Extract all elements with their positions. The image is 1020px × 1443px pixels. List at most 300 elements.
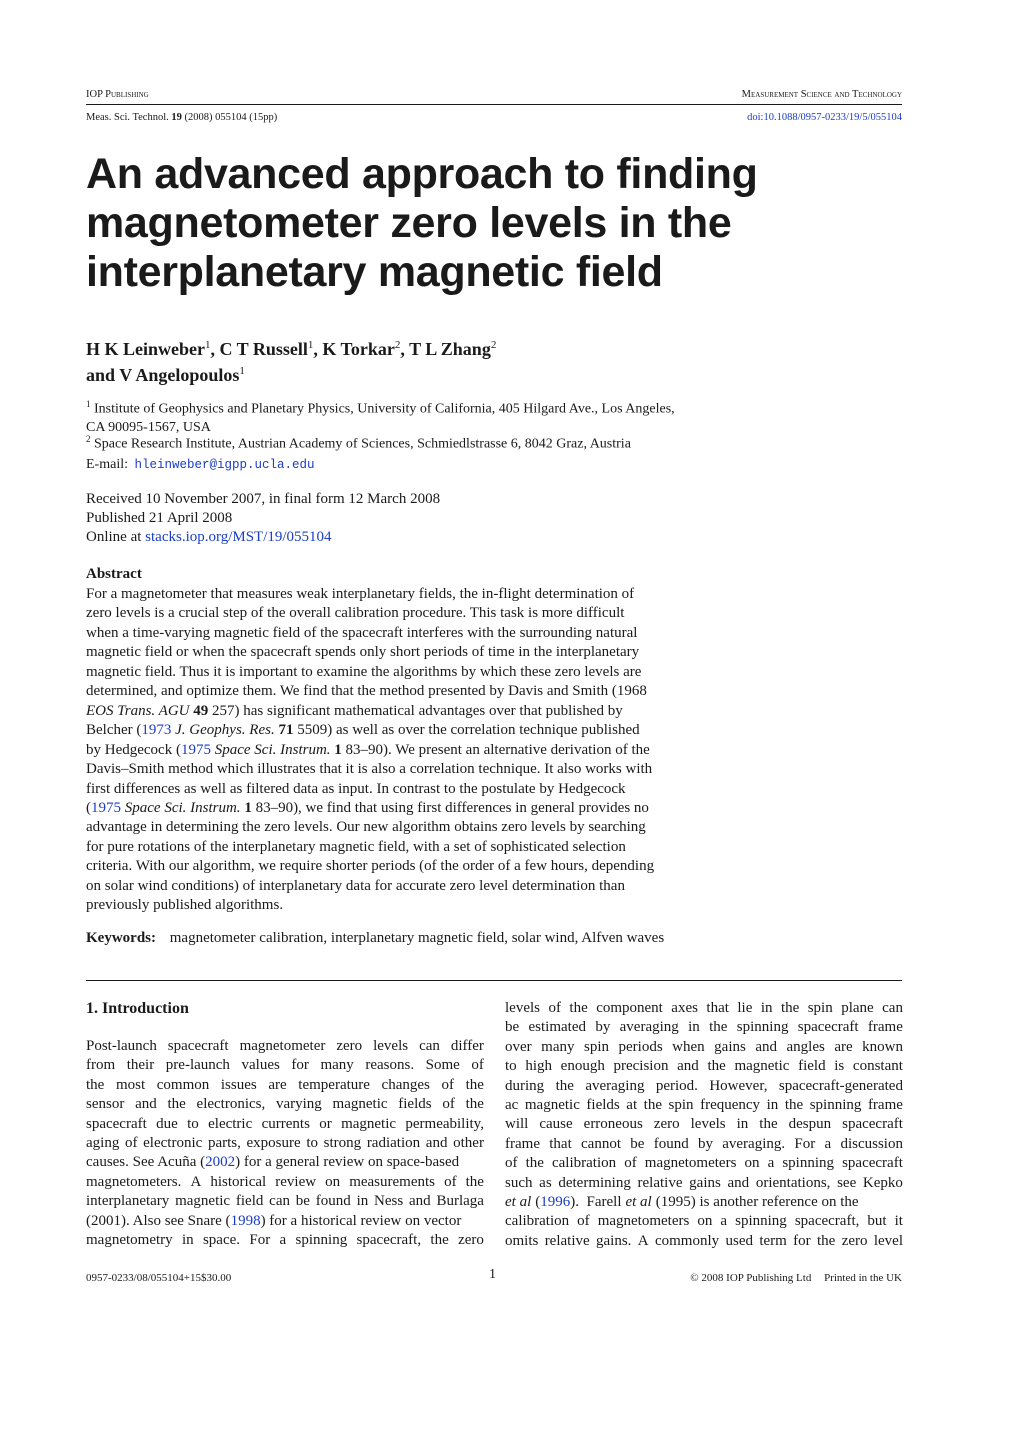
word: cause bbox=[539, 1116, 573, 1133]
word: exposure bbox=[246, 1135, 301, 1152]
word: constant bbox=[852, 1058, 903, 1075]
word: a bbox=[720, 1213, 728, 1230]
citation-volume: 19 bbox=[171, 112, 182, 123]
text-line bbox=[505, 1174, 903, 1193]
word: spinning bbox=[736, 1019, 789, 1036]
word: to bbox=[187, 1115, 199, 1132]
journal-ref: Space Sci. Instrum. bbox=[124, 799, 241, 816]
word: by bbox=[697, 1135, 713, 1152]
volume-ref: 71 bbox=[278, 722, 294, 739]
word: the bbox=[784, 1097, 804, 1114]
word: calibration bbox=[551, 1155, 617, 1172]
word: the bbox=[465, 1173, 484, 1190]
author-affiliation-ref: 2 bbox=[490, 339, 497, 351]
body-text: causes. See Acuña ( bbox=[86, 1154, 206, 1171]
word: to bbox=[306, 1135, 318, 1152]
word: averaging bbox=[619, 1019, 679, 1036]
word: issues bbox=[220, 1076, 257, 1093]
text-line bbox=[505, 1193, 903, 1212]
word: of bbox=[471, 1057, 484, 1074]
word: many bbox=[320, 1057, 354, 1074]
word: frame bbox=[867, 1019, 903, 1036]
abstract-text: ( bbox=[86, 799, 91, 816]
word: used bbox=[725, 1232, 753, 1249]
word: Ness bbox=[374, 1193, 404, 1210]
word: level bbox=[873, 1232, 903, 1249]
word: gains bbox=[714, 1038, 746, 1055]
abstract-line bbox=[86, 721, 716, 740]
word: on bbox=[697, 1213, 713, 1230]
word: in bbox=[688, 1019, 700, 1036]
word: in bbox=[760, 1000, 773, 1016]
author-affiliation-ref: 1 bbox=[205, 339, 211, 351]
word: due bbox=[156, 1115, 178, 1132]
word: from bbox=[86, 1057, 116, 1074]
abstract-line: criteria. With our algorithm, we require shorter periods (of the order of a few hours, depending bbox=[86, 858, 655, 875]
word: Some bbox=[425, 1057, 460, 1074]
citation-link[interactable]: 1975 bbox=[180, 741, 211, 758]
word: commonly bbox=[654, 1232, 720, 1249]
word: and bbox=[677, 1058, 699, 1075]
online-line bbox=[86, 528, 586, 547]
word: Burlaga bbox=[436, 1193, 484, 1210]
word: of bbox=[124, 1135, 138, 1152]
published-date: Published 21 April 2008 bbox=[86, 510, 233, 526]
journal-name: Measurement Science and Technology bbox=[741, 89, 902, 100]
word: axes bbox=[671, 1000, 698, 1016]
abstract-text: Belcher ( bbox=[86, 722, 142, 739]
word: on bbox=[744, 1155, 760, 1172]
text-line bbox=[86, 1115, 484, 1134]
online-url-link[interactable]: stacks.iop.org/MST/19/055104 bbox=[145, 529, 332, 545]
word: averaging bbox=[585, 1077, 645, 1094]
word: a bbox=[767, 1155, 775, 1172]
word: lie bbox=[737, 1000, 753, 1016]
word: historical bbox=[210, 1173, 267, 1190]
word: will bbox=[505, 1116, 529, 1133]
word: the bbox=[465, 1076, 484, 1093]
keywords-label: Keywords: bbox=[86, 930, 156, 946]
word: the bbox=[780, 1000, 800, 1016]
word: differ bbox=[450, 1038, 484, 1054]
word: can bbox=[882, 1000, 903, 1016]
citation-link[interactable]: 1996 bbox=[540, 1194, 571, 1211]
text-line bbox=[505, 1018, 903, 1037]
affiliation-number: 1 bbox=[86, 399, 91, 409]
word: fields bbox=[398, 1096, 432, 1113]
author-name: K Torkar bbox=[322, 339, 395, 359]
email-line bbox=[86, 456, 726, 474]
word: currents bbox=[261, 1115, 310, 1132]
text-line bbox=[505, 1096, 903, 1115]
text-line bbox=[505, 1154, 903, 1173]
abstract-line: Davis–Smith method which illustrates that it is also a correlation technique. It also works with bbox=[86, 761, 653, 778]
citation bbox=[86, 111, 277, 124]
word: of bbox=[624, 1155, 637, 1172]
word: relative bbox=[637, 1174, 683, 1191]
word: known bbox=[862, 1038, 903, 1055]
text-line bbox=[505, 1115, 903, 1134]
word: zero bbox=[458, 1232, 484, 1249]
text-line bbox=[86, 1192, 484, 1211]
citation-link[interactable]: 1998 bbox=[230, 1212, 261, 1229]
word: estimated bbox=[528, 1019, 586, 1036]
word: a bbox=[279, 1232, 287, 1249]
word: period. bbox=[655, 1077, 698, 1094]
received-date: Received 10 November 2007, in final form 12 March 2008 bbox=[86, 491, 441, 507]
word: are bbox=[834, 1038, 853, 1055]
word: are bbox=[268, 1076, 287, 1093]
word: strong bbox=[323, 1135, 362, 1152]
abstract-line: when a time-varying magnetic field of the spacecraft interferes with the surrounding natural bbox=[86, 624, 638, 641]
word: levels bbox=[373, 1038, 409, 1054]
word: when bbox=[672, 1038, 705, 1055]
text-line bbox=[86, 1212, 484, 1231]
text-line bbox=[505, 1232, 903, 1251]
word: zero bbox=[336, 1038, 363, 1054]
word: and bbox=[135, 1096, 157, 1113]
abstract-line: first differences as well as filtered data as input. In contrast to the postulate by Hedgecock bbox=[86, 780, 626, 797]
word: found bbox=[315, 1193, 351, 1210]
word: angles bbox=[786, 1038, 825, 1055]
text-line bbox=[505, 1077, 903, 1096]
word: pre-launch bbox=[165, 1057, 230, 1074]
word: the bbox=[525, 1155, 544, 1172]
word: review bbox=[275, 1173, 317, 1190]
online-label: Online at bbox=[86, 529, 142, 545]
word: electronic bbox=[143, 1135, 203, 1152]
word: is bbox=[834, 1058, 845, 1075]
header-rule bbox=[86, 104, 902, 105]
et-al: et al bbox=[625, 1194, 652, 1211]
author-list bbox=[86, 334, 726, 386]
affiliation-text-line1: Institute of Geophysics and Planetary Physics, University of California, 405 Hilgard Ave., Los Angeles, bbox=[94, 401, 675, 417]
word: discussion bbox=[840, 1135, 903, 1152]
word: ac bbox=[505, 1097, 519, 1114]
abstract-text: 83–90). We present an alternative derivation of the bbox=[345, 741, 650, 758]
word: permeability, bbox=[405, 1115, 484, 1132]
word: A bbox=[190, 1173, 202, 1190]
word: fields bbox=[586, 1097, 620, 1114]
left-column bbox=[86, 1037, 484, 1250]
abstract-text: by Hedgecock ( bbox=[86, 741, 181, 758]
abstract-text: 257) has significant mathematical advantages over that published by bbox=[212, 702, 623, 719]
word: magnetometry bbox=[86, 1232, 173, 1249]
author-affiliation-ref: 1 bbox=[239, 365, 245, 377]
word: the bbox=[643, 1097, 662, 1114]
word: of bbox=[442, 1096, 455, 1113]
word: by bbox=[595, 1019, 611, 1036]
abstract-line: on solar wind conditions) of interplanetary data for accurate zero level determination than bbox=[86, 877, 625, 894]
word: the bbox=[569, 1000, 588, 1016]
title-line-3: interplanetary magnetic field bbox=[86, 248, 663, 296]
author-affiliation-ref: 2 bbox=[394, 339, 401, 351]
word: measurements bbox=[349, 1173, 435, 1190]
abstract-line bbox=[86, 741, 716, 760]
abstract-line: determined, and optimize them. We find that the method presented by Davis and Smith (1968 bbox=[86, 683, 647, 700]
journal-ref: Space Sci. Instrum. bbox=[214, 741, 331, 758]
word: zero bbox=[653, 1116, 680, 1133]
word: spacecraft-generated bbox=[778, 1077, 903, 1094]
word: relative bbox=[544, 1232, 590, 1249]
word: the bbox=[555, 1077, 574, 1094]
text-line bbox=[86, 1037, 484, 1056]
journal-ref: J. Geophys. Res. bbox=[175, 722, 275, 739]
doi-link[interactable]: doi:10.1088/0957-0233/19/5/055104 bbox=[747, 112, 902, 123]
citation-link[interactable]: 1975 bbox=[91, 799, 121, 816]
word: the bbox=[709, 1019, 728, 1036]
affiliation-text: Space Research Institute, Austrian Academy of Sciences, Schmiedlstrasse 6, 8042 Graz, Austria bbox=[94, 436, 631, 452]
word: values bbox=[241, 1057, 280, 1074]
title-line-2: magnetometer zero levels in the bbox=[86, 199, 732, 247]
text-line bbox=[86, 1095, 484, 1114]
word: determining bbox=[558, 1174, 631, 1191]
word: sensor bbox=[86, 1096, 125, 1113]
word: can bbox=[419, 1038, 440, 1054]
text-line bbox=[505, 1038, 903, 1057]
word: parts, bbox=[207, 1135, 241, 1152]
word: the bbox=[817, 1232, 836, 1249]
word: magnetometers. bbox=[86, 1173, 182, 1190]
word: despun bbox=[788, 1116, 832, 1133]
word: in bbox=[736, 1116, 749, 1133]
word: common bbox=[156, 1076, 210, 1093]
word: magnetic bbox=[175, 1193, 231, 1210]
word: spin bbox=[668, 1097, 694, 1114]
copyright: © 2008 IOP Publishing Ltd bbox=[690, 1272, 812, 1284]
keywords bbox=[86, 930, 786, 947]
body-text: (1995) is another reference on the bbox=[655, 1194, 859, 1211]
footer-right bbox=[690, 1271, 902, 1285]
abstract-heading: Abstract bbox=[86, 566, 142, 582]
word: spacecraft, bbox=[794, 1213, 860, 1230]
word: can bbox=[269, 1193, 290, 1210]
citation-link[interactable]: 1973 bbox=[141, 722, 172, 739]
word: or bbox=[319, 1115, 332, 1132]
word: that bbox=[706, 1000, 729, 1016]
abstract-text: 5509) as well as over the correlation technique published bbox=[297, 722, 640, 739]
word: as bbox=[539, 1174, 552, 1191]
word: the bbox=[430, 1232, 449, 1249]
word: spinning bbox=[809, 1097, 862, 1114]
citation-link[interactable]: 2002 bbox=[205, 1154, 236, 1171]
word: spacecraft bbox=[167, 1038, 229, 1054]
word: changes bbox=[381, 1076, 430, 1093]
email-link[interactable]: hleinweber@igpp.ucla.edu bbox=[134, 458, 315, 472]
word: of bbox=[548, 1000, 561, 1016]
word: the bbox=[759, 1116, 778, 1133]
word: enough bbox=[560, 1058, 605, 1075]
word: frame bbox=[867, 1097, 903, 1114]
body-text: ). Farell bbox=[570, 1194, 622, 1211]
word: of bbox=[577, 1213, 590, 1230]
word: interplanetary bbox=[86, 1193, 170, 1210]
word: A bbox=[637, 1232, 649, 1249]
abstract-text: 83–90), we find that using first differences in general provides no bbox=[255, 799, 649, 816]
word: magnetometers bbox=[597, 1213, 690, 1230]
word: magnetic bbox=[734, 1058, 790, 1075]
abstract-line: zero levels is a crucial step of the overall calibration procedure. This task is more difficult bbox=[86, 605, 625, 622]
word: over bbox=[505, 1038, 532, 1055]
word: magnetic bbox=[524, 1097, 580, 1114]
word: precision bbox=[613, 1058, 669, 1075]
word: in bbox=[181, 1232, 194, 1249]
right-column bbox=[505, 999, 903, 1251]
word: such bbox=[505, 1174, 533, 1191]
word: for bbox=[291, 1057, 309, 1074]
word: field bbox=[235, 1193, 264, 1210]
volume-ref: 49 bbox=[193, 702, 209, 719]
word: magnetometer bbox=[239, 1038, 326, 1054]
word: it bbox=[894, 1213, 903, 1230]
abstract-line: advantage in determining the zero levels. Our new algorithm obtains zero levels by searching bbox=[86, 819, 646, 836]
word: electronics, bbox=[196, 1096, 266, 1113]
word: other bbox=[453, 1135, 484, 1152]
word: see bbox=[837, 1174, 857, 1191]
affiliation-2 bbox=[86, 430, 726, 454]
word: and bbox=[727, 1174, 750, 1191]
publication-dates bbox=[86, 490, 586, 547]
word: the bbox=[86, 1076, 105, 1093]
word: spinning bbox=[295, 1232, 348, 1249]
word: For bbox=[794, 1135, 816, 1152]
word: on bbox=[325, 1173, 341, 1190]
word: spacecraft bbox=[842, 1155, 903, 1172]
page-title bbox=[86, 150, 846, 297]
word: spin bbox=[807, 1000, 833, 1016]
word: Kepko bbox=[862, 1174, 903, 1191]
abstract-line: for pure rotations of the interplanetary magnetic field, with a set of sophisticated selection bbox=[86, 838, 626, 855]
body-text: ) for a general review on space-based bbox=[235, 1154, 460, 1171]
text-line bbox=[86, 1056, 484, 1075]
printed-in: Printed in the UK bbox=[824, 1272, 902, 1284]
author-line-2 bbox=[86, 360, 726, 386]
word: plane bbox=[841, 1000, 874, 1016]
word: levels bbox=[505, 1000, 540, 1016]
word: averaging. bbox=[722, 1135, 786, 1152]
word: cannot bbox=[581, 1135, 621, 1152]
word: that bbox=[549, 1135, 572, 1152]
author-name: H K Leinweber bbox=[86, 339, 205, 359]
abstract-line: magnetic field or when the spacecraft spends only short periods of time in the interplanetary bbox=[86, 644, 640, 661]
citation-suffix: (2008) 055104 (15pp) bbox=[184, 112, 278, 123]
body-text: (2001). Also see Snare ( bbox=[86, 1212, 231, 1229]
word: magnetic bbox=[332, 1096, 388, 1113]
text-line bbox=[505, 1057, 903, 1076]
word: frequency bbox=[700, 1097, 761, 1114]
word: spacecraft bbox=[86, 1115, 147, 1132]
author-name: C T Russell bbox=[219, 339, 308, 359]
abstract-line: For a magnetometer that measures weak interplanetary fields, the in-flight determination of bbox=[86, 586, 635, 602]
word: the bbox=[167, 1096, 186, 1113]
word: radiation bbox=[366, 1135, 421, 1152]
word: reasons. bbox=[365, 1057, 415, 1074]
word: high bbox=[525, 1058, 552, 1075]
affiliation-text-line2: CA 90095-1567, USA bbox=[86, 419, 211, 435]
abstract-line bbox=[86, 799, 716, 818]
word: levels bbox=[690, 1116, 726, 1133]
affiliation-number: 2 bbox=[86, 434, 91, 444]
word: their bbox=[126, 1057, 155, 1074]
word: in bbox=[356, 1193, 369, 1210]
word: be bbox=[505, 1019, 520, 1036]
word: component bbox=[596, 1000, 663, 1016]
word: electric bbox=[208, 1115, 253, 1132]
word: most bbox=[115, 1076, 146, 1093]
word: frame bbox=[505, 1135, 540, 1152]
citation-prefix: Meas. Sci. Technol. bbox=[86, 112, 169, 123]
word: in bbox=[766, 1097, 779, 1114]
word: spinning bbox=[782, 1155, 835, 1172]
word: spin bbox=[583, 1038, 609, 1055]
word: the bbox=[707, 1058, 726, 1075]
author-name: and V Angelopoulos bbox=[86, 365, 240, 385]
text-line bbox=[86, 1231, 484, 1250]
author-affiliation-ref: 1 bbox=[307, 339, 314, 351]
section-rule bbox=[86, 980, 902, 981]
word: and bbox=[425, 1135, 448, 1152]
word: and bbox=[755, 1038, 778, 1055]
page-number: 1 bbox=[489, 1267, 496, 1282]
word: many bbox=[541, 1038, 575, 1055]
word: Post-launch bbox=[86, 1038, 157, 1054]
abstract-body bbox=[86, 585, 716, 916]
word: gains. bbox=[596, 1232, 632, 1249]
email-label: E-mail: bbox=[86, 457, 128, 472]
journal-ref: EOS Trans. AGU bbox=[86, 702, 190, 719]
word: spacecraft bbox=[842, 1116, 903, 1133]
volume-ref: 1 bbox=[334, 741, 342, 758]
word: magnetometers bbox=[644, 1155, 737, 1172]
word: be bbox=[630, 1135, 645, 1152]
word: but bbox=[867, 1213, 887, 1230]
word: of bbox=[505, 1155, 518, 1172]
abstract-line: magnetic field. Thus it is important to examine the algorithms by which these zero levels are bbox=[86, 663, 642, 680]
word: magnetic bbox=[341, 1115, 397, 1132]
et-al: et al bbox=[505, 1194, 532, 1211]
author-name: T L Zhang bbox=[409, 339, 491, 359]
text-line bbox=[86, 1173, 484, 1192]
word: For bbox=[249, 1232, 271, 1249]
author-line-1: H K Leinweber$^1$, C T Russell$^1$, K Torkar$^2$, T L Zhang$^2$ bbox=[86, 339, 497, 359]
word: be bbox=[295, 1193, 310, 1210]
abstract-line bbox=[86, 702, 716, 721]
word: spinning bbox=[735, 1213, 787, 1230]
word: for bbox=[793, 1232, 811, 1249]
text-line bbox=[86, 1153, 484, 1172]
word: calibration bbox=[505, 1213, 570, 1230]
word: erroneous bbox=[583, 1116, 643, 1133]
word: of bbox=[444, 1173, 457, 1190]
text-line bbox=[505, 1212, 903, 1231]
word: at bbox=[626, 1097, 638, 1114]
word: However, bbox=[709, 1077, 768, 1094]
word: spacecraft, bbox=[356, 1232, 422, 1249]
section-heading-introduction: 1. Introduction bbox=[86, 1000, 189, 1017]
word: and bbox=[409, 1193, 431, 1210]
word: to bbox=[505, 1058, 517, 1075]
word: spacecraft bbox=[797, 1019, 859, 1036]
body-text: ) for a historical review on vector bbox=[260, 1212, 462, 1229]
publisher-name: IOP Publishing bbox=[86, 89, 149, 100]
word: term bbox=[759, 1232, 787, 1249]
title-line-1: An advanced approach to finding bbox=[86, 150, 758, 198]
body-text: ( bbox=[535, 1194, 541, 1211]
volume-ref: 1 bbox=[244, 799, 252, 816]
word: zero bbox=[841, 1232, 868, 1249]
word: orientations, bbox=[755, 1174, 831, 1191]
text-line bbox=[505, 999, 903, 1018]
